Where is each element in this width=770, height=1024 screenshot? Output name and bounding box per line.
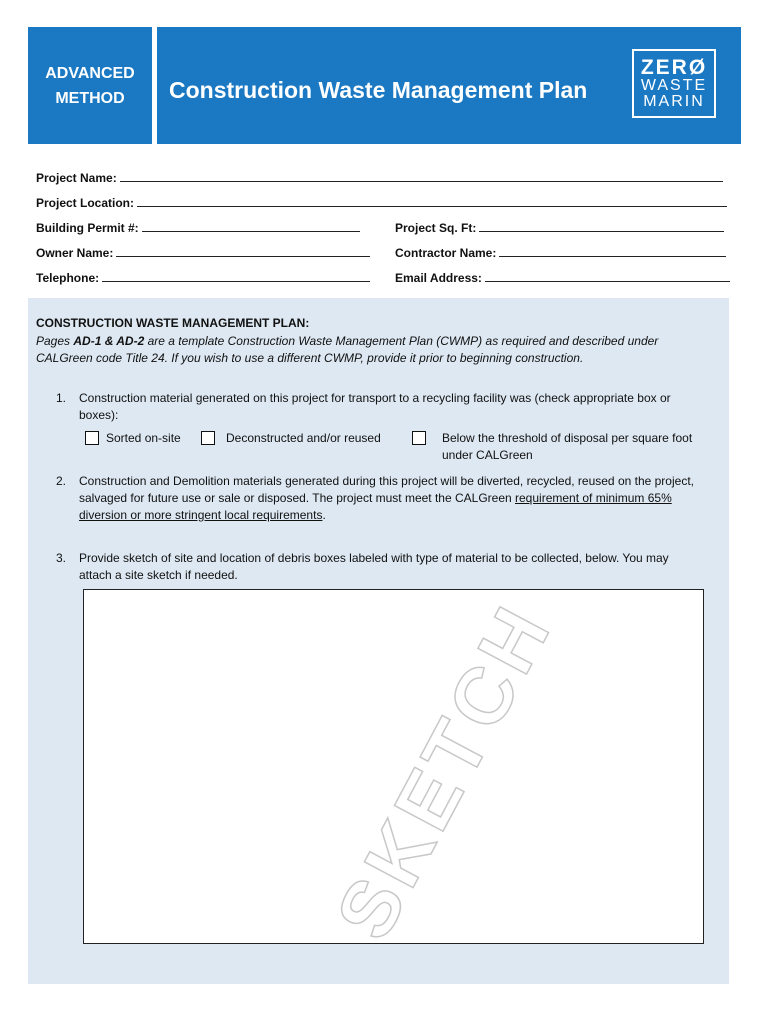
desc-rest: are a template Construction Waste Management Plan (CWMP) as required and described under CALGreen code Title 24. If you wish to use a different CWMP, provide it prior to beginning construction. bbox=[36, 334, 659, 365]
item-3-number: 3. bbox=[56, 551, 67, 565]
diversion-requirement-link[interactable]: requirement of minimum 65% diversion or more stringent local requirements bbox=[79, 491, 672, 522]
sketch-watermark: SKETCH bbox=[319, 588, 569, 953]
plan-heading: CONSTRUCTION WASTE MANAGEMENT PLAN: bbox=[36, 316, 310, 330]
header-banner bbox=[28, 27, 741, 144]
item-1-number: 1. bbox=[56, 391, 67, 405]
telephone-label: Telephone: bbox=[36, 271, 100, 285]
page-title: Construction Waste Management Plan bbox=[169, 77, 588, 103]
building-permit-label: Building Permit #: bbox=[36, 221, 139, 235]
below-threshold-label bbox=[442, 430, 692, 464]
contractor-name-field[interactable] bbox=[395, 245, 726, 260]
sorted-onsite-label: Sorted on-site bbox=[106, 431, 181, 445]
sketch-area[interactable] bbox=[83, 588, 704, 953]
deconstructed-checkbox[interactable] bbox=[201, 431, 215, 445]
email-label: Email Address: bbox=[395, 271, 482, 285]
sorted-onsite-checkbox[interactable] bbox=[85, 431, 99, 445]
project-name-label: Project Name: bbox=[36, 171, 117, 185]
item-3-text: Provide sketch of site and location of debris boxes labeled with type of material to be collected, below. You may attach a site sketch if needed. bbox=[79, 551, 669, 582]
logo-line1: ZERØ bbox=[640, 55, 708, 79]
method-line2: METHOD bbox=[55, 89, 125, 107]
item-2-number: 2. bbox=[56, 474, 67, 488]
contractor-name-label: Contractor Name: bbox=[395, 246, 497, 260]
header-divider bbox=[152, 27, 157, 144]
below-threshold-line2: under CALGreen bbox=[442, 448, 533, 462]
project-name-line[interactable] bbox=[120, 170, 723, 182]
project-sqft-line[interactable] bbox=[479, 220, 724, 232]
telephone-field[interactable] bbox=[36, 270, 370, 285]
owner-name-label: Owner Name: bbox=[36, 246, 114, 260]
desc-prefix: Pages bbox=[36, 334, 74, 348]
building-permit-line[interactable] bbox=[142, 220, 360, 232]
project-location-line[interactable] bbox=[137, 195, 727, 207]
plan-description bbox=[36, 333, 716, 367]
method-badge bbox=[28, 27, 152, 144]
building-permit-field[interactable] bbox=[36, 220, 360, 235]
zero-waste-marin-logo bbox=[632, 49, 716, 118]
project-name-field[interactable] bbox=[36, 170, 723, 185]
telephone-line[interactable] bbox=[102, 270, 370, 282]
plan-panel bbox=[28, 298, 729, 984]
contractor-name-line[interactable] bbox=[499, 245, 726, 257]
below-threshold-line1: Below the threshold of disposal per square foot bbox=[442, 431, 693, 445]
logo-line3: MARIN bbox=[643, 92, 705, 110]
item-1-text: Construction material generated on this project for transport to a recycling facility was (check appropriate box or boxes): bbox=[79, 391, 671, 422]
owner-name-line[interactable] bbox=[116, 245, 370, 257]
owner-name-field[interactable] bbox=[36, 245, 370, 260]
logo-line2: WASTE bbox=[640, 76, 708, 94]
project-location-label: Project Location: bbox=[36, 196, 135, 210]
project-sqft-label: Project Sq. Ft: bbox=[395, 221, 477, 235]
email-line[interactable] bbox=[485, 270, 730, 282]
method-line1: ADVANCED bbox=[45, 64, 135, 82]
project-location-field[interactable] bbox=[36, 195, 727, 210]
project-sqft-field[interactable] bbox=[395, 220, 724, 235]
deconstructed-label: Deconstructed and/or reused bbox=[226, 431, 381, 445]
item-2-text bbox=[79, 473, 699, 524]
desc-bold-pages: AD-1 & AD-2 bbox=[73, 334, 145, 348]
below-threshold-checkbox[interactable] bbox=[412, 431, 426, 445]
item-2-tail: . bbox=[322, 508, 326, 522]
item-2-body: Construction and Demolition materials generated during this project will be diverted, recycled, reused on the project, salvaged for future use or sale or disposed. The project must meet the CALGreen bbox=[79, 474, 694, 505]
email-field[interactable] bbox=[395, 270, 730, 285]
